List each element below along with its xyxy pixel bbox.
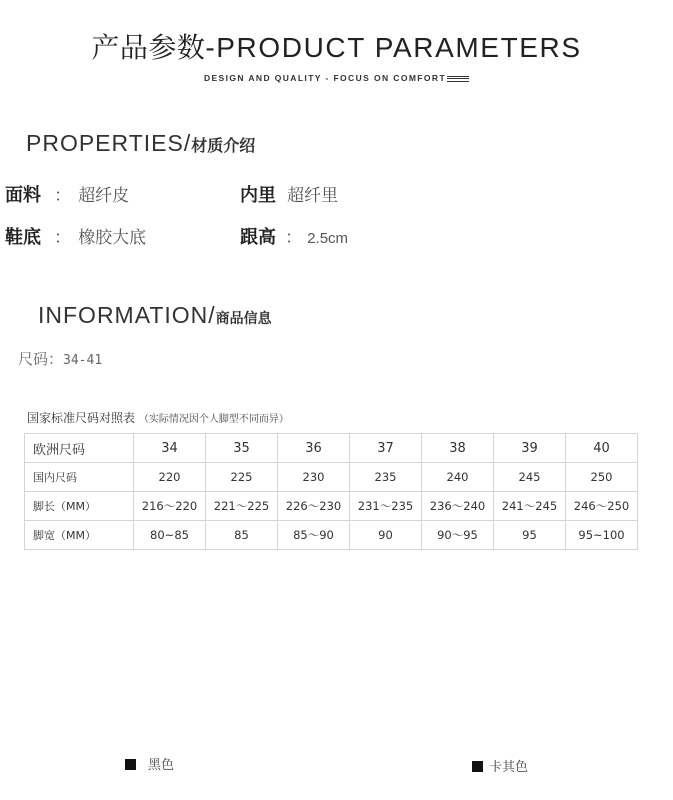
- table-cell: 245: [494, 463, 566, 492]
- table-cell: 37: [350, 434, 422, 463]
- table-cell: 235: [350, 463, 422, 492]
- property-lining: [240, 181, 338, 207]
- property-separator: ：: [54, 186, 72, 206]
- table-cell: 35: [206, 434, 278, 463]
- table-cell: 246～250: [566, 492, 638, 521]
- table-cell: 216～220: [134, 492, 206, 521]
- property-separator: ：: [54, 228, 72, 248]
- property-key: 面料: [5, 185, 41, 206]
- information-heading-en: INFORMATION/: [38, 302, 216, 328]
- page-subtitle: DESIGN AND QUALITY - FOCUS ON COMFORT: [203, 73, 447, 83]
- properties-heading-en: PROPERTIES/: [26, 130, 192, 156]
- information-heading-cn: 商品信息: [215, 311, 272, 327]
- size-table-caption-title: 国家标准尺码对照表: [27, 411, 136, 425]
- size-table: [24, 433, 638, 550]
- table-cell: 80~85: [134, 521, 206, 550]
- page-title-cn: 产品参数: [91, 31, 206, 64]
- page-title: [0, 26, 673, 66]
- table-cell: 230: [278, 463, 350, 492]
- color-option-black[interactable]: [125, 754, 174, 773]
- table-cell: 240: [422, 463, 494, 492]
- table-cell: 225: [206, 463, 278, 492]
- color-option-khaki[interactable]: [472, 756, 528, 775]
- table-cell: 250: [566, 463, 638, 492]
- table-cell: 241～245: [494, 492, 566, 521]
- property-value: 2.5cm: [307, 230, 349, 247]
- color-swatch-icon: [125, 759, 136, 770]
- page-title-en: -PRODUCT PARAMETERS: [205, 32, 582, 63]
- table-cell: 40: [566, 434, 638, 463]
- table-cell: 85～90: [278, 521, 350, 550]
- properties-heading-cn: 材质介绍: [191, 136, 256, 155]
- table-row-label: 脚长（MM）: [25, 492, 134, 521]
- table-row-label: 脚宽（MM）: [25, 521, 134, 550]
- property-heel-height: [240, 223, 348, 249]
- property-value: 超纤里: [287, 186, 339, 206]
- table-cell: 85: [206, 521, 278, 550]
- color-swatch-icon: [472, 761, 483, 772]
- size-range-label: 尺码：: [18, 350, 64, 368]
- property-key: 鞋底: [5, 227, 41, 248]
- color-name: 黑色: [148, 758, 175, 773]
- size-range-value: 34-41: [63, 353, 103, 368]
- table-cell: 226～230: [278, 492, 350, 521]
- table-cell: 220: [134, 463, 206, 492]
- table-cell: 221～225: [206, 492, 278, 521]
- property-sole: [5, 223, 146, 249]
- color-name: 卡其色: [489, 760, 529, 775]
- table-row: [25, 492, 638, 521]
- table-cell: 90～95: [422, 521, 494, 550]
- table-cell: 90: [350, 521, 422, 550]
- table-row-label: 国内尺码: [25, 463, 134, 492]
- properties-heading: [26, 130, 255, 157]
- size-table-caption-note: （实际情况因个人脚型不同而异）: [138, 414, 289, 425]
- decorative-lines-icon: [447, 76, 469, 82]
- table-cell: 36: [278, 434, 350, 463]
- table-cell: 231～235: [350, 492, 422, 521]
- table-row-label: 欧洲尺码: [25, 434, 134, 463]
- table-row: [25, 463, 638, 492]
- property-separator: ：: [285, 228, 303, 248]
- table-row: [25, 434, 638, 463]
- page-subtitle-row: [0, 73, 673, 83]
- property-key: 内里: [240, 185, 276, 206]
- property-key: 跟高: [240, 227, 276, 248]
- table-cell: 34: [134, 434, 206, 463]
- table-row: [25, 521, 638, 550]
- table-cell: 95~100: [566, 521, 638, 550]
- table-cell: 39: [494, 434, 566, 463]
- table-cell: 95: [494, 521, 566, 550]
- property-value: 超纤皮: [78, 186, 130, 206]
- property-value: 橡胶大底: [78, 228, 147, 248]
- table-cell: 38: [422, 434, 494, 463]
- size-range: [18, 348, 102, 369]
- information-heading: [38, 302, 272, 329]
- size-table-caption: [27, 409, 289, 426]
- property-fabric: [5, 181, 129, 207]
- table-cell: 236～240: [422, 492, 494, 521]
